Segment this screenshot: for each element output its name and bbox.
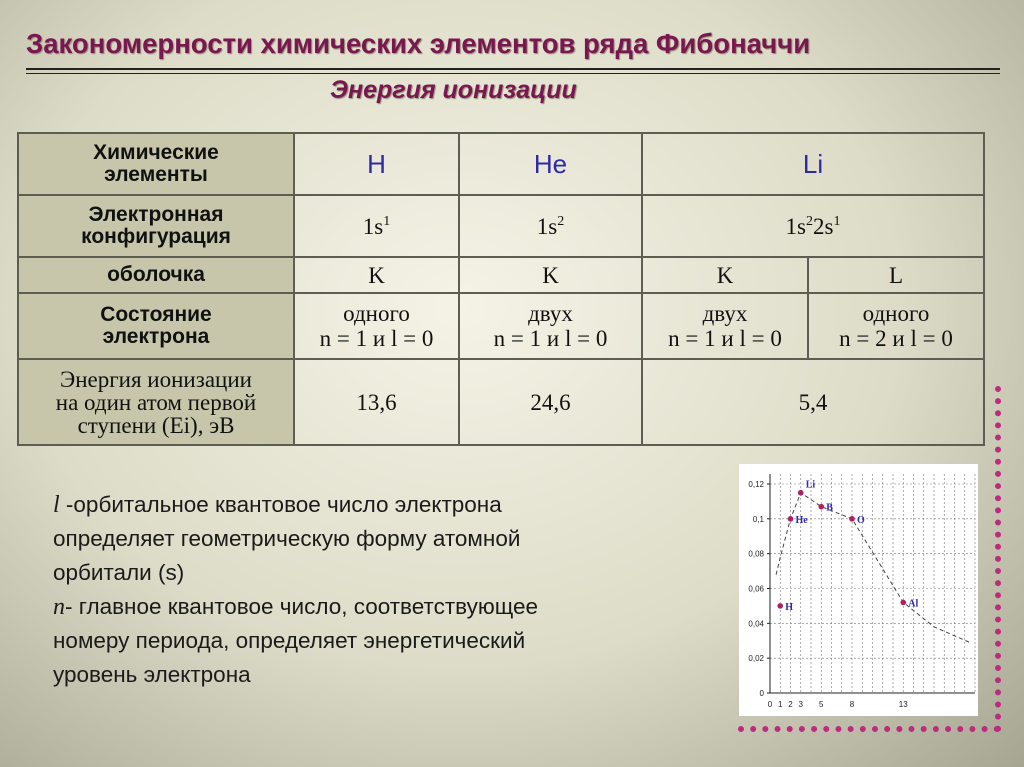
cell-element-li: Li bbox=[642, 133, 984, 195]
y-tick-label: 0 bbox=[759, 689, 764, 698]
note-n-line1: n- главное квантовое число, соответствующее bbox=[53, 594, 539, 620]
y-tick-label: 0,12 bbox=[748, 480, 764, 489]
cell-element-h: H bbox=[294, 133, 459, 195]
cell-shell-li-k: K bbox=[642, 257, 808, 293]
row-header-state: Состояние электрона bbox=[18, 293, 294, 359]
data-point-h bbox=[777, 603, 783, 609]
x-tick-label: 2 bbox=[788, 700, 793, 709]
note-n-line3: уровень электрона bbox=[53, 662, 251, 687]
data-point-b bbox=[818, 504, 824, 510]
table-row-energy bbox=[18, 359, 984, 445]
title-underline-thin bbox=[26, 73, 1000, 74]
y-tick-label: 0,1 bbox=[752, 514, 764, 524]
cell-config-h: $1s^1$ bbox=[294, 195, 459, 257]
slide-subtitle: Энергия ионизации bbox=[330, 76, 577, 104]
x-tick-label: 8 bbox=[849, 700, 855, 709]
cell-state-li-l: одного n = 2 и l = 0 bbox=[808, 293, 984, 359]
chart-svg bbox=[739, 464, 978, 716]
note-l-line2: определяет геометрическую форму атомной bbox=[53, 526, 521, 551]
cell-state-h: одного n = 1 и l = 0 bbox=[294, 293, 459, 359]
ionization-chart bbox=[739, 464, 978, 716]
point-label-o: O bbox=[857, 514, 865, 526]
dotted-frame-right bbox=[995, 386, 1001, 732]
point-label-h: H bbox=[785, 601, 794, 613]
slide-title: Закономерности химических элементов ряда Фибоначчи bbox=[26, 28, 811, 59]
cell-element-he: He bbox=[459, 133, 642, 195]
cell-energy-h: 13,6 bbox=[294, 359, 459, 445]
note-l-line3: орбитали (s) bbox=[53, 560, 185, 585]
x-tick-label: 5 bbox=[819, 700, 824, 709]
cell-state-li-k: двух n = 1 и l = 0 bbox=[642, 293, 808, 359]
table-row-state bbox=[18, 293, 984, 359]
note-n-line2: номеру периода, определяет энергетический bbox=[53, 628, 526, 653]
table-row-elements bbox=[18, 133, 984, 195]
row-header-elements: Химические элементы bbox=[18, 133, 294, 195]
x-tick-label: 3 bbox=[798, 700, 803, 709]
notes-text bbox=[53, 488, 653, 692]
row-header-configuration: Электронная конфигурация bbox=[18, 195, 294, 257]
note-l-line1: l -орбитальное квантовое число электрона bbox=[53, 492, 502, 518]
y-tick-label: 0,08 bbox=[748, 549, 764, 559]
y-tick-label: 0,06 bbox=[748, 584, 764, 594]
row-header-energy: Энергия ионизации на один атом первой ступени (Ei), эВ bbox=[18, 359, 294, 445]
table-row-configuration bbox=[18, 195, 984, 257]
point-label-al: Al bbox=[908, 598, 919, 610]
cell-shell-h: K bbox=[294, 257, 459, 293]
table-row-shell bbox=[18, 257, 984, 293]
row-header-shell: оболочка bbox=[18, 257, 294, 293]
cell-shell-li-l: L bbox=[808, 257, 984, 293]
x-tick-label: 13 bbox=[898, 700, 908, 709]
data-point-al bbox=[900, 600, 906, 606]
point-label-li: Li bbox=[805, 479, 816, 491]
cell-energy-li: 5,4 bbox=[642, 359, 984, 445]
x-tick-label: 0 bbox=[767, 700, 773, 709]
data-point-li bbox=[798, 490, 804, 496]
y-tick-label: 0,04 bbox=[748, 619, 764, 629]
cell-energy-he: 24,6 bbox=[459, 359, 642, 445]
cell-state-he: двух n = 1 и l = 0 bbox=[459, 293, 642, 359]
cell-shell-he: K bbox=[459, 257, 642, 293]
cell-config-li: $1s^22s^1$ bbox=[642, 195, 984, 257]
point-label-he: He bbox=[795, 514, 808, 526]
properties-table bbox=[17, 132, 985, 446]
dotted-frame-bottom bbox=[738, 726, 1000, 732]
data-point-o bbox=[849, 516, 855, 522]
x-tick-label: 1 bbox=[778, 700, 783, 709]
y-tick-label: 0,02 bbox=[748, 654, 764, 664]
data-point-he bbox=[788, 516, 794, 522]
cell-config-he: $1s^2$ bbox=[459, 195, 642, 257]
title-underline bbox=[26, 68, 1000, 70]
point-label-b: B bbox=[826, 502, 833, 514]
